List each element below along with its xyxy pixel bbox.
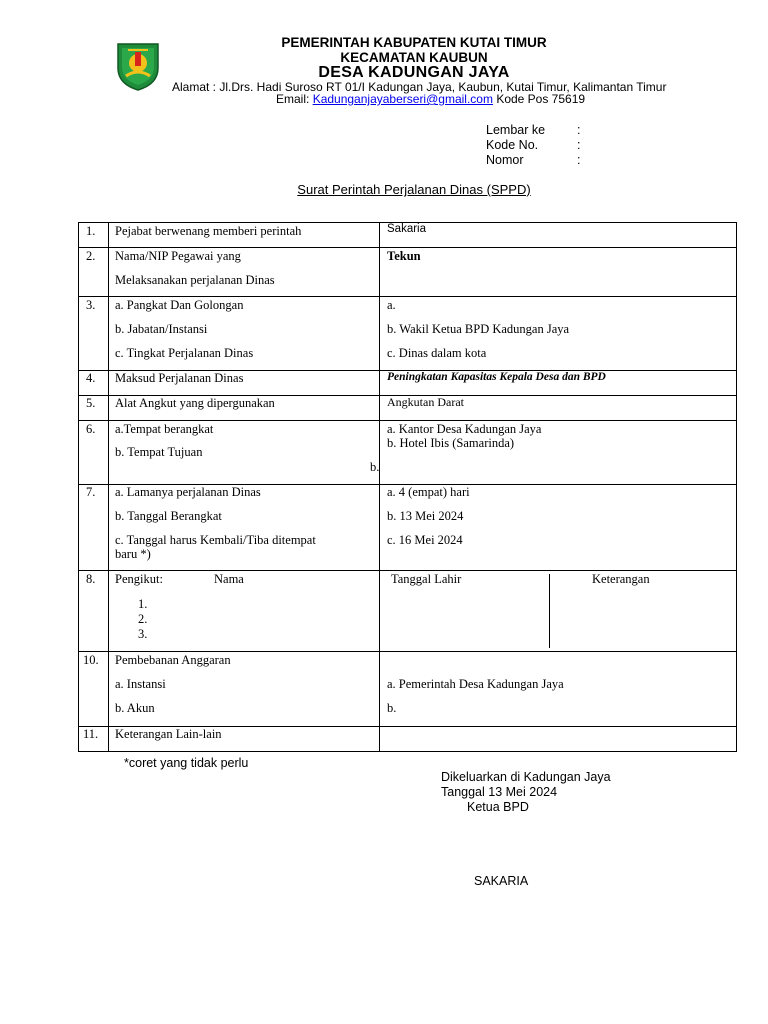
row-value: Tekun	[387, 249, 421, 263]
list-item: 1.	[138, 597, 148, 611]
footnote: *coret yang tidak perlu	[124, 756, 249, 770]
table-row-divider	[78, 570, 737, 571]
email-label: Email:	[276, 92, 310, 106]
row-label: c. Tanggal harus Kembali/Tiba ditempat	[115, 533, 316, 547]
row-number: 8.	[86, 572, 96, 586]
row-label: b. Akun	[115, 701, 155, 715]
row-label: Pembebanan Anggaran	[115, 653, 231, 667]
row-value: Sakaria	[387, 223, 426, 235]
row-value: a. 4 (empat) hari	[387, 485, 470, 499]
column-header-nama: Nama	[214, 572, 244, 586]
row-value: a. Pemerintah Desa Kadungan Jaya	[387, 677, 564, 691]
table-col-divider	[549, 574, 550, 648]
row-label: Maksud Perjalanan Dinas	[115, 371, 244, 385]
row-label: Pengikut:	[115, 572, 163, 586]
row-value: b. Hotel Ibis (Samarinda)	[387, 436, 515, 450]
row-number: 6.	[86, 422, 96, 436]
row-value: a. Kantor Desa Kadungan Jaya	[387, 422, 542, 436]
row-label: Keterangan Lain-lain	[115, 727, 222, 741]
row-value: b. Wakil Ketua BPD Kadungan Jaya	[387, 322, 570, 336]
row-label: a. Pangkat Dan Golongan	[115, 298, 244, 312]
row-number: 2.	[86, 249, 96, 263]
document-title-text: Surat Perintah Perjalanan Dinas (SPPD)	[297, 182, 531, 197]
row-number: 4.	[86, 371, 96, 385]
header-government-name: PEMERINTAH KABUPATEN KUTAI TIMUR	[281, 35, 547, 50]
ref-kode-label: Kode No.	[486, 138, 539, 152]
row-number: 11.	[83, 727, 99, 741]
header-address: Alamat : Jl.Drs. Hadi Suroso RT 01/I Kadungan Jaya, Kaubun, Kutai Timur, Kalimantan Timur	[172, 80, 667, 94]
table-row-divider	[78, 296, 737, 297]
row-label: a. Lamanya perjalanan Dinas	[115, 485, 261, 499]
header-district-name: KECAMATAN KAUBUN	[340, 50, 488, 65]
row-label: b. Tanggal Berangkat	[115, 509, 222, 523]
table-row-divider	[78, 651, 737, 652]
email-link[interactable]: Kadunganjayaberseri@gmail.com	[312, 92, 493, 106]
row-number: 1.	[86, 224, 96, 238]
table-row-divider	[78, 420, 737, 421]
header-village-name: DESA KADUNGAN JAYA	[318, 64, 510, 81]
row-label: a.Tempat berangkat	[115, 422, 214, 436]
row-value: Angkutan Darat	[387, 395, 464, 409]
header-contact	[276, 92, 585, 106]
row-value: c. Dinas dalam kota	[387, 346, 487, 360]
row-label: c. Tingkat Perjalanan Dinas	[115, 346, 254, 360]
column-header-keterangan: Keterangan	[592, 572, 650, 586]
row-value: c. 16 Mei 2024	[387, 533, 463, 547]
column-header-tanggal-lahir: Tanggal Lahir	[391, 572, 462, 586]
table-row-divider	[78, 247, 737, 248]
row-stray-mark: b.	[370, 460, 380, 474]
row-label: baru *)	[115, 547, 151, 561]
row-label: Pejabat berwenang memberi perintah	[115, 224, 302, 238]
row-label: b. Tempat Tujuan	[115, 445, 203, 459]
row-number: 5.	[86, 396, 96, 410]
row-label: Alat Angkut yang dipergunakan	[115, 396, 275, 410]
document-title	[0, 182, 768, 197]
row-number: 7.	[86, 485, 96, 499]
ref-nomor-label: Nomor	[486, 153, 524, 167]
row-number: 10.	[83, 653, 99, 667]
issued-date: Tanggal 13 Mei 2024	[441, 785, 558, 799]
ref-colon: :	[577, 153, 581, 167]
ref-colon: :	[577, 123, 581, 137]
list-item: 3.	[138, 627, 148, 641]
row-number: 3.	[86, 298, 96, 312]
row-value: b.	[387, 701, 397, 715]
list-item: 2.	[138, 612, 148, 626]
postal-code: Kode Pos 75619	[496, 92, 586, 106]
row-label: a. Instansi	[115, 677, 166, 691]
ref-colon: :	[577, 138, 581, 152]
row-value: Peningkatan Kapasitas Kepala Desa dan BPD	[387, 371, 606, 383]
row-label: Melaksanakan perjalanan Dinas	[115, 273, 275, 287]
ref-lembar-label: Lembar ke	[486, 123, 546, 137]
row-label: b. Jabatan/Instansi	[115, 322, 208, 336]
table-col-divider	[108, 222, 109, 752]
signer-name: SAKARIA	[474, 874, 529, 888]
row-label: Nama/NIP Pegawai yang	[115, 249, 241, 263]
row-value: a.	[387, 298, 396, 312]
signer-role: Ketua BPD	[467, 800, 529, 814]
table-col-divider	[379, 222, 380, 752]
issued-place: Dikeluarkan di Kadungan Jaya	[441, 770, 611, 784]
row-value: b. 13 Mei 2024	[387, 509, 464, 523]
